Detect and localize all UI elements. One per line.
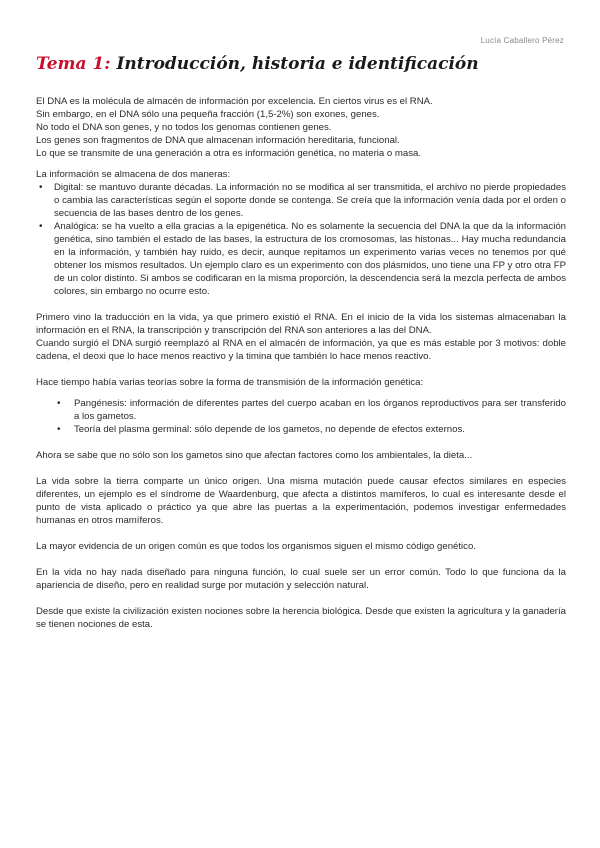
list-item-digital: • Digital: se mantuvo durante décadas. La información no se modifica al ser transmitida, el archivo no pierde propiedades o cambia las características según el soporte donde se contenga. Se creía que la información venía dada por el orden o secuencia de las bases dentro de los genes. [36,181,566,220]
author-name: Lucía Caballero Pérez [480,36,564,45]
intro-line: El DNA es la molécula de almacén de información por excelencia. En ciertos virus es el RNA. [36,96,433,107]
title-topic-number: Tema 1: [36,54,111,74]
factors-paragraph: Ahora se sabe que no sólo son los gametos sino que afectan factores como los ambientales, la dieta... [36,450,473,461]
storage-heading: La información se almacena de dos maneras: [36,169,231,180]
list-item-pangenesis: • Pangénesis: información de diferentes partes del cuerpo acaban en los órganos reproductivos para ser transferido a los gametos. [36,397,566,423]
intro-line: Sin embargo, en el DNA sólo una pequeña fracción (1,5-2%) son exones, genes. [36,109,380,120]
theories-list [36,397,566,436]
document-body [36,95,566,631]
intro-line: Lo que se transmite de una generación a otra es información genética, no materia o masa. [36,148,422,159]
page-title [36,54,479,74]
intro-paragraph [36,95,566,160]
intro-line: Los genes son fragmentos de DNA que almacenan información hereditaria, funcional. [36,135,400,146]
dna-paragraph: Cuando surgió el DNA surgió reemplazó al RNA en el almacén de información, ya que es más estable por 3 motivos: doble cadena, el deoxi que lo hace menos reactivo y la timina que también lo hace menos reactivo. [36,338,566,362]
evidence-paragraph: La mayor evidencia de un origen común es que todos los organismos siguen el mismo código genético. [36,541,476,552]
list-item-germ-plasm: • Teoría del plasma germinal: sólo depende de los gametos, no depende de efectos externos. [36,423,566,436]
theories-heading: Hace tiempo había varias teorías sobre la forma de transmisión de la información genética: [36,377,424,388]
storage-list [36,181,566,298]
intro-line: No todo el DNA son genes, y no todos los genomas contienen genes. [36,122,332,133]
list-item-analog: • Analógica: se ha vuelto a ella gracias a la epigenética. No es solamente la secuencia del DNA la que da la información genética, sino también el estado de las bases, la estructura de los cromosomas, las histonas... Hay mucha redundancia en la información, y también hay ruido, es decir, aunque repitamos un experimento varias veces no tenemos por qué obtener los mismos resultados. Un ejemplo claro es un experimento con dos plásmidos, uno tiene una FP y otro otra FP de un color distinto. Si ambos se codificaran en la misma proporción, la descendencia será la mezcla perfecta de ambos colores, sin embargo no ocurre esto. [36,220,566,298]
rna-paragraph: Primero vino la traducción en la vida, ya que primero existió el RNA. En el inicio de la vida los sistemas almacenaban la información en el RNA, la transcripción y transcripción del RNA son anteriores a las del DNA. [36,312,566,336]
history-paragraph: Desde que existe la civilización existen nociones sobre la herencia biológica. Desde que existen la agricultura y la ganadería se tienen nociones de esta. [36,606,566,630]
title-topic-name: Introducción, historia e identificación [110,54,479,74]
design-paragraph: En la vida no hay nada diseñado para ninguna función, lo cual suele ser un error común. Todo lo que funciona da la apariencia de diseño, pero en realidad surge por mutación y selección natural. [36,567,566,591]
origin-paragraph: La vida sobre la tierra comparte un único origen. Una misma mutación puede causar efectos similares en especies diferentes, un ejemplo es el síndrome de Waardenburg, que afecta a distintos mamíferos, lo cual es interesante desde el punto de vista aplicado o práctico ya que abre las puertas a la experimentación, podemos investigar enfermedades humanas en otros mamíferos. [36,476,566,526]
